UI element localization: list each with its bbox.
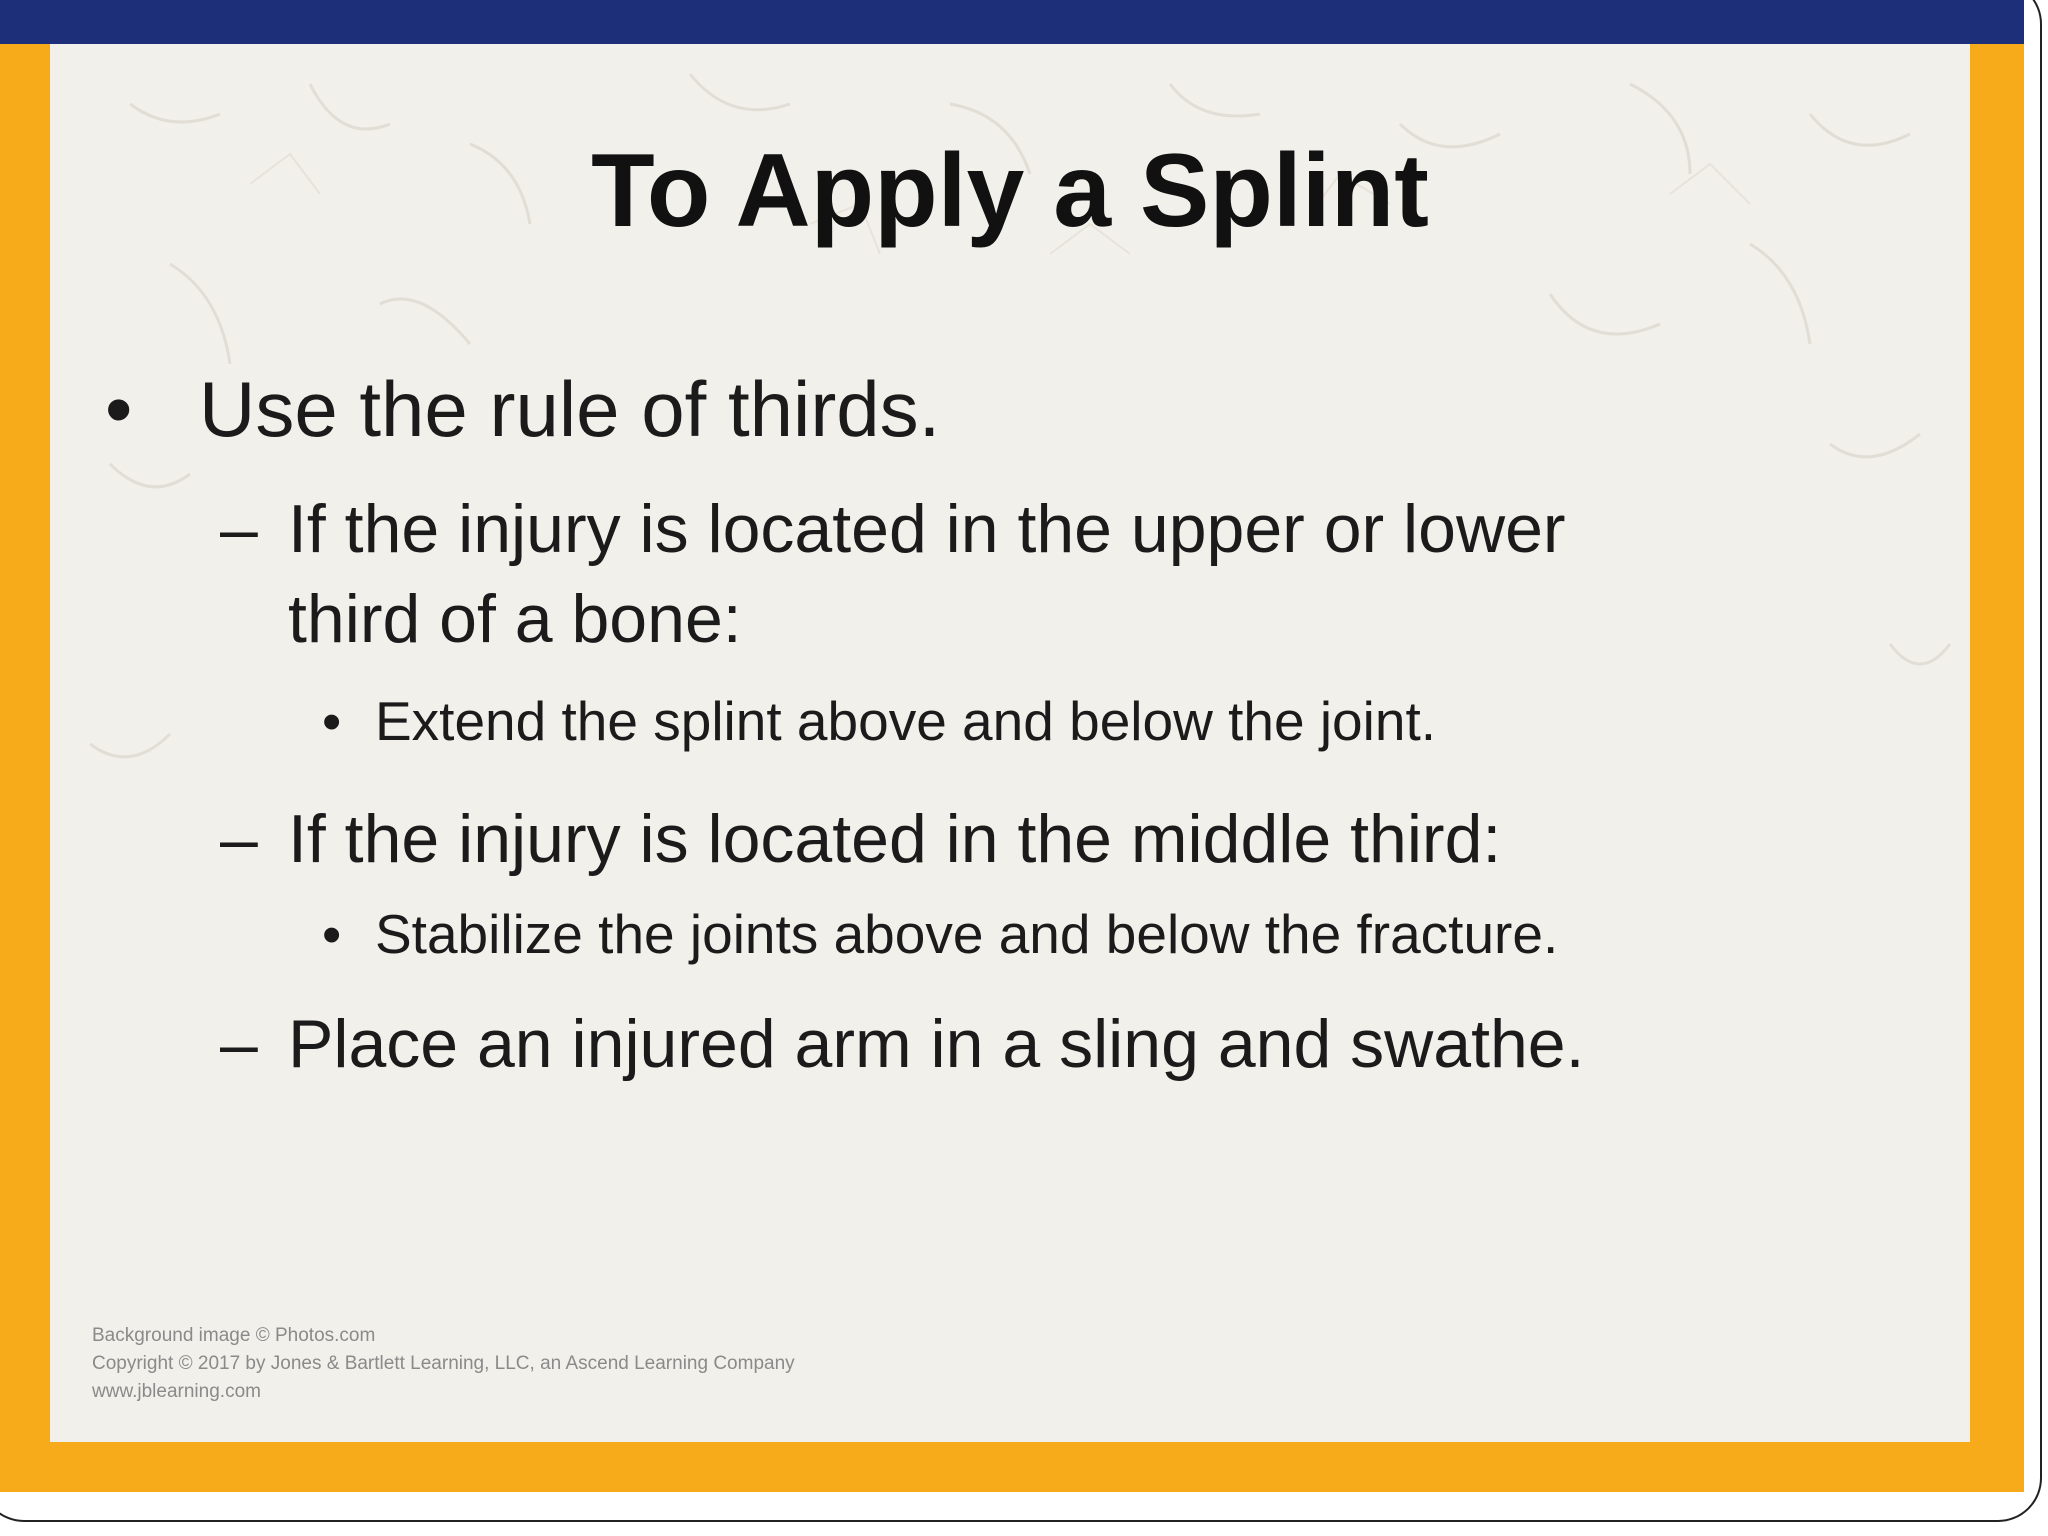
footer-website: www.jblearning.com <box>92 1381 261 1402</box>
dash-marker: – <box>220 491 258 567</box>
dash-marker: – <box>220 1006 258 1082</box>
bullet-text-line1: If the injury is located in the upper or lower <box>288 491 1566 567</box>
bullet-marker: • <box>105 365 133 453</box>
bullet-marker: • <box>322 903 342 965</box>
bullet-text-line2: third of a bone: <box>288 581 742 657</box>
bullet-text: Extend the splint above and below the joint. <box>375 690 1437 752</box>
footer-background-credit: Background image © Photos.com <box>92 1325 376 1346</box>
footer-copyright: Copyright © 2017 by Jones & Bartlett Learning, LLC, an Ascend Learning Company <box>92 1353 795 1374</box>
slide-title: To Apply a Splint <box>591 133 1429 249</box>
bullet-marker: • <box>322 690 342 752</box>
bullet-text: Stabilize the joints above and below the fracture. <box>375 903 1559 965</box>
bullet-text: Place an injured arm in a sling and swathe. <box>288 1006 1585 1082</box>
dash-marker: – <box>220 801 258 877</box>
bullet-text: If the injury is located in the middle third: <box>288 801 1502 877</box>
bullet-text: Use the rule of thirds. <box>199 365 941 453</box>
